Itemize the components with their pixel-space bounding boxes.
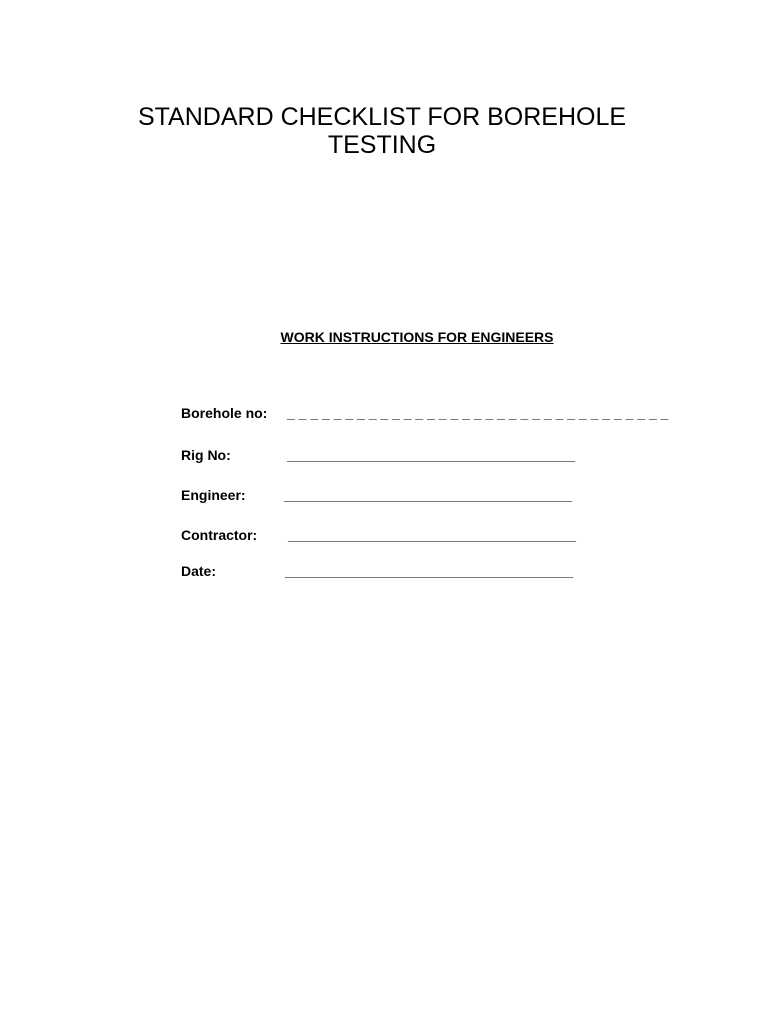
document-title bbox=[84, 103, 680, 159]
title-line-2: TESTING bbox=[327, 131, 437, 159]
field-blank-engineer: _____________________________________ bbox=[284, 487, 573, 503]
field-label-contractor: Contractor: bbox=[181, 527, 258, 543]
field-blank-contractor: _____________________________________ bbox=[288, 527, 577, 543]
field-label-borehole-no: Borehole no: bbox=[181, 405, 268, 421]
field-rig-no bbox=[181, 446, 661, 466]
field-label-rig-no: Rig No: bbox=[181, 447, 231, 463]
field-blank-rig-no: _____________________________________ bbox=[287, 447, 576, 463]
section-subtitle: WORK INSTRUCTIONS FOR ENGINEERS bbox=[280, 329, 554, 345]
field-borehole-no bbox=[181, 404, 669, 424]
title-line-1: STANDARD CHECKLIST FOR BOREHOLE bbox=[137, 103, 627, 131]
field-blank-borehole-no: _ _ _ _ _ _ _ _ _ _ _ _ _ _ _ _ _ _ _ _ _ _ _ _ _ _ _ _ _ _ _ _ _ bbox=[287, 405, 669, 421]
field-blank-date: _____________________________________ bbox=[285, 563, 574, 579]
field-label-engineer: Engineer: bbox=[181, 487, 246, 503]
field-engineer bbox=[181, 486, 661, 506]
field-date bbox=[181, 562, 661, 582]
field-label-date: Date: bbox=[181, 563, 217, 579]
field-contractor bbox=[181, 526, 661, 546]
